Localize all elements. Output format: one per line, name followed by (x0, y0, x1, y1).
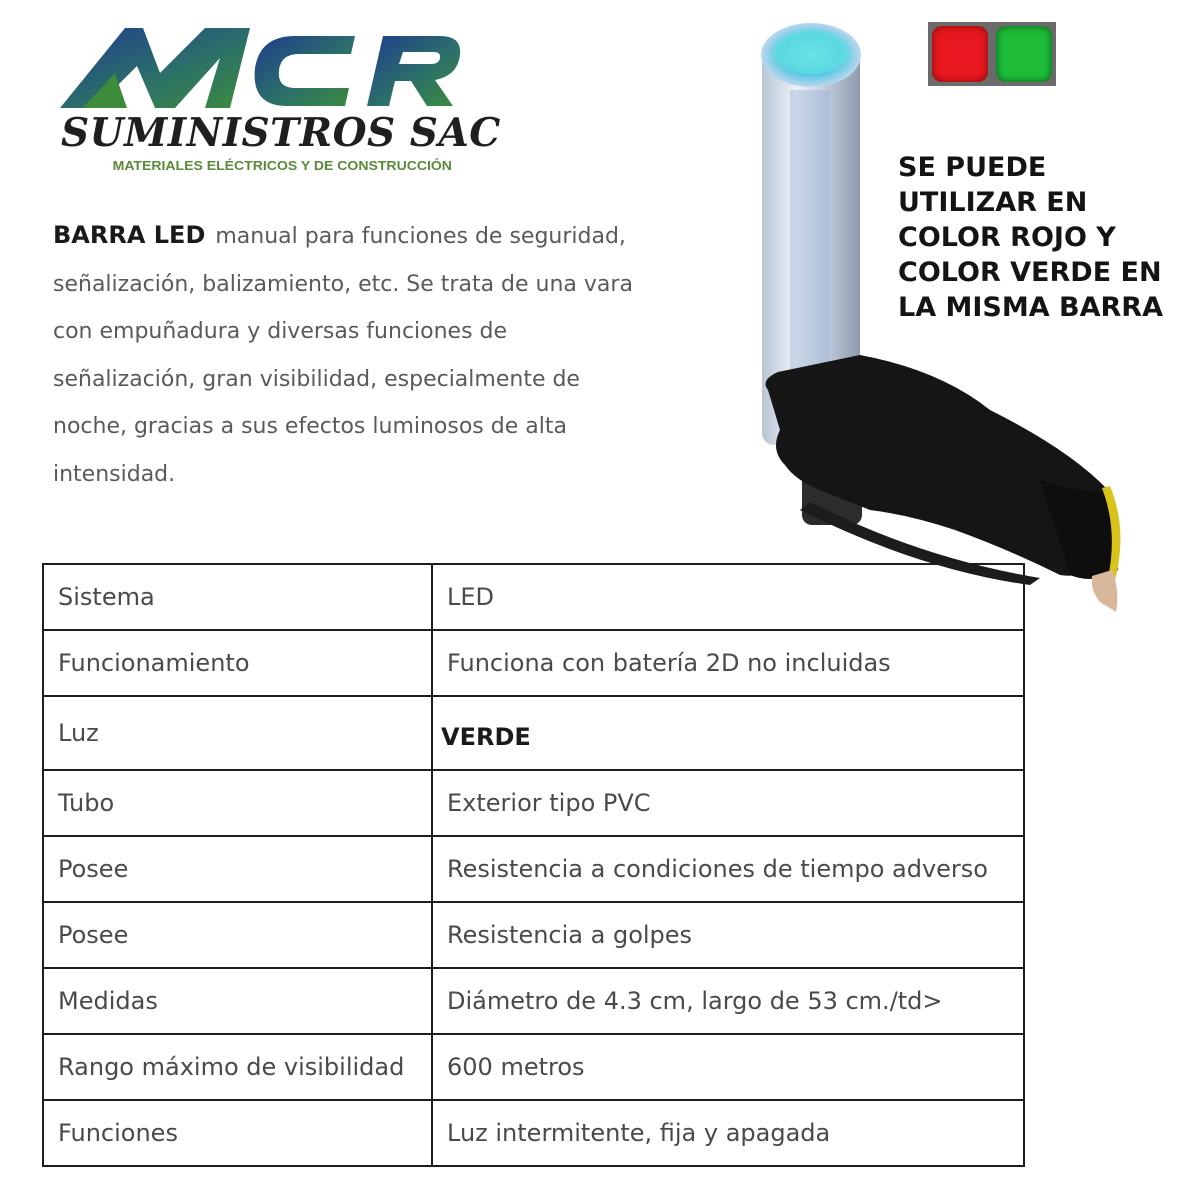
description-text: manual para funciones de seguridad, señalización, balizamiento, etc. Se trata de una vara con empuñadura y diversas funciones de señalización, gran visibilidad, especialmente de noche, gracias a sus efectos luminosos de alta intensidad. (53, 224, 633, 487)
product-title: BARRA LED (53, 221, 206, 249)
spec-row (43, 968, 1024, 1034)
green-swatch (996, 26, 1052, 82)
red-swatch (932, 26, 988, 82)
spec-label: Posee (43, 902, 432, 968)
spec-label: Funciones (43, 1100, 432, 1166)
spec-row (43, 630, 1024, 696)
product-description (53, 212, 643, 498)
logo-company-name: SUMINISTROS SAC (61, 110, 501, 156)
spec-value: 600 metros (432, 1034, 1024, 1100)
spec-label: Posee (43, 836, 432, 902)
spec-row (43, 770, 1024, 836)
spec-row (43, 696, 1024, 770)
spec-row (43, 836, 1024, 902)
spec-row (43, 1100, 1024, 1166)
spec-value: Resistencia a condiciones de tiempo adverso (432, 836, 1024, 902)
color-swatches (928, 22, 1056, 86)
spec-row (43, 1034, 1024, 1100)
spec-label: Funcionamiento (43, 630, 432, 696)
mcr-logo-mark (55, 18, 465, 113)
spec-value: Exterior tipo PVC (432, 770, 1024, 836)
color-callout: SE PUEDE UTILIZAR EN COLOR ROJO Y COLOR VERDE EN LA MISMA BARRA (898, 152, 1163, 323)
spec-label: Sistema (43, 564, 432, 630)
spec-label: Medidas (43, 968, 432, 1034)
spec-label: Rango máximo de visibilidad (43, 1034, 432, 1100)
spec-value: Luz intermitente, fija y apagada (432, 1100, 1024, 1166)
spec-table (42, 563, 1025, 1167)
spec-row (43, 564, 1024, 630)
spec-label: Tubo (43, 770, 432, 836)
spec-value: Resistencia a golpes (432, 902, 1024, 968)
spec-value: LED (432, 564, 1024, 630)
company-logo (55, 0, 501, 185)
logo-tagline: MATERIALES ELÉCTRICOS Y DE CONSTRUCCIÓN (112, 158, 452, 173)
spec-row (43, 902, 1024, 968)
spec-value: Diámetro de 4.3 cm, largo de 53 cm./td> (432, 968, 1024, 1034)
spec-value: Funciona con batería 2D no incluidas (432, 630, 1024, 696)
spec-label: Luz (43, 696, 432, 770)
spec-value: VERDE (432, 696, 1024, 770)
